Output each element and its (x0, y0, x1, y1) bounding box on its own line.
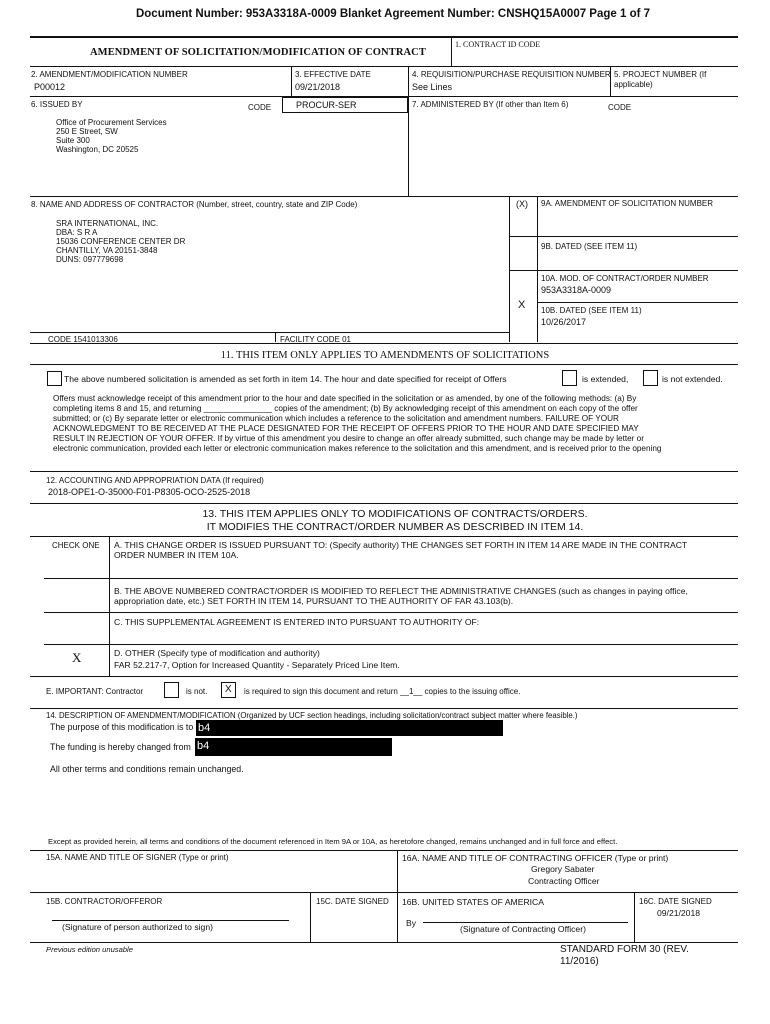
item10a-label: 10A. MOD. OF CONTRACT/ORDER NUMBER (541, 274, 709, 283)
item1-label: 1. CONTRACT ID CODE (455, 40, 541, 49)
officer-signature-caption: (Signature of Contracting Officer) (460, 924, 586, 934)
sf30-line-2: 11/2016) (560, 956, 599, 967)
redaction-tag-purpose: b4 (198, 722, 211, 734)
item13d-x-mark: X (72, 650, 82, 665)
redaction-funding (195, 738, 392, 756)
is-required-label: is required to sign this document and return __1__ copies to the issuing office. (244, 687, 521, 696)
officer-title: Contracting Officer (528, 876, 600, 886)
item4-label: 4. REQUISITION/PURCHASE REQUISITION NUMBER (412, 70, 611, 79)
document-header: Document Number: 953A3318A-0009 Blanket Agreement Number: CNSHQ15A0007 Page 1 of 7 (135, 8, 651, 20)
item2-label: 2. AMENDMENT/MODIFICATION NUMBER (31, 70, 188, 79)
item13c-text: C. THIS SUPPLEMENTAL AGREEMENT IS ENTERED INTO PURSUANT TO AUTHORITY OF: (114, 617, 480, 627)
contractor-line-2: DBA: S R A (56, 228, 98, 237)
divider-8-x (509, 196, 510, 342)
item11-para-2: completing items 8 and 15, and returning _______________ copies of the amendment; (b) By acknowledging receipt of this amendment on each copy of the offer (53, 404, 638, 413)
item16b-label: 16B. UNITED STATES OF AMERICA (402, 897, 544, 907)
item11-checkbox[interactable] (47, 371, 62, 386)
rule-bottom (30, 942, 738, 943)
item14-funding: The funding is hereby changed from (50, 742, 191, 752)
sf30-line-1: STANDARD FORM 30 (REV. (560, 944, 689, 955)
item9a-label: 9A. AMENDMENT OF SOLICITATION NUMBER (541, 199, 714, 208)
divider-15b-15c (310, 892, 311, 942)
officer-signature-line (423, 922, 628, 923)
previous-edition: Previous edition unusable (46, 945, 133, 954)
contractor-line-3: 15036 CONFERENCE CENTER DR (56, 237, 186, 246)
rule-row7 (30, 676, 738, 677)
item14-label: 14. DESCRIPTION OF AMENDMENT/MODIFICATION (Organized by UCF section headings, including solicitation/contract subject matter where feasible.) (46, 711, 578, 720)
issuer-line-4: Washington, DC 20525 (56, 145, 139, 154)
divider-16b-16c (634, 892, 635, 942)
title-divider (451, 38, 452, 66)
by-label: By (406, 918, 417, 928)
rule-9a-9b (509, 236, 738, 237)
divider-6-7 (408, 96, 409, 196)
item13a-line-1: A. THIS CHANGE ORDER IS ISSUED PURSUANT TO: (Specify authority) THE CHANGES SET FORTH IN ITEM 14 ARE MADE IN THE CONTRACT (114, 540, 688, 550)
item14-purpose: The purpose of this modification is to (50, 722, 194, 732)
divider-2-3 (291, 66, 292, 96)
itemE-label: E. IMPORTANT: Contractor (46, 687, 144, 696)
form-title: AMENDMENT OF SOLICITATION/MODIFICATION OF CONTRACT (90, 47, 426, 58)
item12-value: 2018-OPE1-O-35000-F01-P8305-OCO-2525-2018 (48, 487, 251, 497)
item6-code-label: CODE (248, 103, 272, 112)
item13d-line-2: FAR 52.217-7, Option for Increased Quantity - Separately Priced Line Item. (114, 660, 400, 670)
divider-code-facility (275, 332, 276, 342)
rule-row8 (30, 708, 738, 709)
item13-title-1: 13. THIS ITEM APPLIES ONLY TO MODIFICATIONS OF CONTRACTS/ORDERS. (202, 508, 588, 520)
contractor-signature-line (52, 920, 289, 921)
item11-statement: The above numbered solicitation is amended as set forth in item 14. The hour and date specified for receipt of Offers (64, 374, 507, 384)
divider-4-5 (610, 66, 611, 96)
item13-title-2: IT MODIFIES THE CONTRACT/ORDER NUMBER AS DESCRIBED IN ITEM 14. (206, 521, 584, 533)
item15c-label: 15C. DATE SIGNED (316, 897, 389, 906)
officer-name: Gregory Sabater (531, 864, 595, 874)
rule-row4 (30, 343, 738, 344)
rule-13a (44, 578, 738, 579)
contractor-line-4: CHANTILLY, VA 20151-3848 (56, 246, 158, 255)
item13a-line-2: ORDER NUMBER IN ITEM 10A. (114, 550, 239, 560)
rule-13b (44, 612, 738, 613)
rule-10a-10b (537, 302, 738, 303)
item15a-label: 15A. NAME AND TITLE OF SIGNER (Type or print) (46, 853, 229, 862)
divider-x-9 (537, 196, 538, 342)
item7-label: 7. ADMINISTERED BY (If other than Item 6) (412, 100, 569, 109)
divider-3-4 (408, 66, 409, 96)
item7-code-label: CODE (608, 103, 632, 112)
item4-value: See Lines (412, 82, 453, 92)
item11-para-6: electronic communication, provided each letter or electronic communication makes reference to the solicitation and this amendment, and is received prior to the opening (53, 444, 662, 453)
item2-value: P00012 (34, 82, 66, 92)
item5-label: 5. PROJECT NUMBER (If (614, 70, 707, 79)
rule-row10 (30, 892, 738, 893)
item11-para-4: ACKNOWLEDGMENT TO BE RECEIVED AT THE PLACE DESIGNATED FOR THE RECEIPT OF OFFERS PRIOR TO THE HOUR AND DATE SPECIFIED MAY (53, 424, 639, 433)
is-not-label: is not. (186, 687, 208, 696)
rule-item13 (30, 536, 738, 537)
item14-other-terms: All other terms and conditions remain unchanged. (50, 764, 244, 774)
item10-x-mark: X (518, 299, 526, 311)
item8-label: 8. NAME AND ADDRESS OF CONTRACTOR (Number, street, country, state and ZIP Code) (31, 200, 358, 209)
item11-para-5: RESULT IN REJECTION OF YOUR OFFER. If by virtue of this amendment you desire to change an offer already submitted, such change may be made by letter or (53, 434, 644, 443)
contractor-line-5: DUNS: 097779698 (56, 255, 124, 264)
item3-label: 3. EFFECTIVE DATE (295, 70, 371, 79)
rule-item11 (30, 364, 738, 365)
item6-code-value: PROCUR-SER (296, 100, 357, 110)
item13b-line-1: B. THE ABOVE NUMBERED CONTRACT/ORDER IS MODIFIED TO REFLECT THE ADMINISTRATIVE CHANGES (such as changes in paying office, (114, 586, 688, 596)
item9b-label: 9B. DATED (SEE ITEM 11) (541, 242, 638, 251)
item10a-value: 953A3318A-0009 (541, 285, 612, 295)
rule-row6 (30, 503, 738, 504)
check-col-divider (109, 536, 110, 676)
divider-15-16 (397, 850, 398, 942)
rule-row9 (30, 850, 738, 851)
item16c-value: 09/21/2018 (657, 908, 701, 918)
item11-para-1: Offers must acknowledge receipt of this amendment prior to the hour and date specified in the solicitation or as amended, by one of the following methods: (a) By (53, 394, 637, 403)
item6-label: 6. ISSUED BY (31, 100, 83, 109)
issuer-line-2: 250 E Street, SW (56, 127, 118, 136)
rule-row1 (30, 66, 738, 67)
rule-row3 (30, 196, 738, 197)
item15b-label: 15B. CONTRACTOR/OFFEROR (46, 897, 163, 906)
redaction-purpose (196, 720, 503, 736)
item16a-label: 16A. NAME AND TITLE OF CONTRACTING OFFICER (Type or print) (402, 853, 669, 863)
issuer-line-3: Suite 300 (56, 136, 90, 145)
item5-label-cont: applicable) (614, 80, 653, 89)
contractor-line-1: SRA INTERNATIONAL, INC. (56, 219, 159, 228)
is-not-checkbox[interactable] (164, 682, 179, 698)
item10b-label: 10B. DATED (SEE ITEM 11) (541, 306, 642, 315)
not-extended-label: is not extended. (662, 374, 723, 384)
item13b-line-2: appropriation date, etc.) SET FORTH IN ITEM 14, PURSUANT TO THE AUTHORITY OF FAR 43.103(b). (114, 596, 514, 606)
item11-title: 11. THIS ITEM ONLY APPLIES TO AMENDMENTS OF SOLICITATIONS (220, 350, 550, 361)
not-extended-checkbox[interactable] (643, 370, 658, 386)
check-one-label: CHECK ONE (52, 541, 100, 550)
redaction-tag-funding: b4 (197, 740, 210, 752)
item11-para-3: submitted; or (c) By separate letter or electronic communication which includes a reference to the solicitation and amendment numbers. FAILURE OF YOUR (53, 414, 619, 423)
item3-value: 09/21/2018 (295, 82, 341, 92)
header-rule (30, 36, 738, 38)
item12-label: 12. ACCOUNTING AND APPROPRIATION DATA (If required) (46, 476, 264, 485)
is-required-x-mark: X (225, 684, 232, 695)
facility-code: FACILITY CODE 01 (280, 335, 351, 344)
issuer-line-1: Office of Procurement Services (56, 118, 167, 127)
x-column-label: (X) (516, 199, 528, 209)
rule-9b-10a (509, 270, 738, 271)
code-bottom: CODE 1541013306 (48, 335, 118, 344)
extended-label: is extended, (582, 374, 629, 384)
rule-13c (44, 644, 738, 645)
contractor-signature-caption: (Signature of person authorized to sign) (62, 922, 213, 932)
item10b-value: 10/26/2017 (541, 317, 587, 327)
extended-checkbox[interactable] (562, 370, 577, 386)
item16c-label: 16C. DATE SIGNED (639, 897, 712, 906)
item13d-line-1: D. OTHER (Specify type of modification and authority) (114, 648, 320, 658)
rule-code-row (30, 332, 509, 333)
rule-row5 (30, 471, 738, 472)
except-line: Except as provided herein, all terms and conditions of the document referenced in Item 9A or 10A, as heretofore changed, remains unchanged and in full force and effect. (48, 837, 618, 846)
